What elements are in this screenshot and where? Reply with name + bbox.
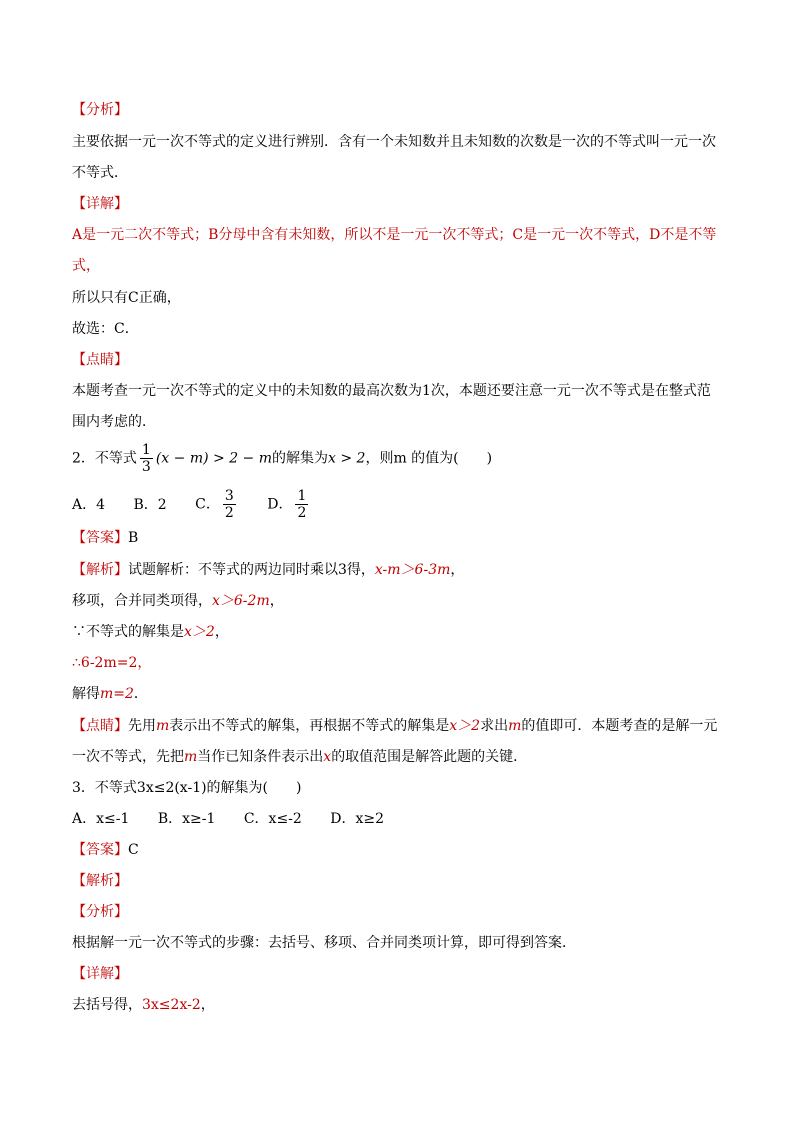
question-2-options [72, 488, 335, 521]
detail-tag: 【详解】 [72, 196, 128, 212]
question-2-comment-1: 【点睛】先用m表示出不等式的解集，再根据不等式的解集是x＞2求出m的值即可．本题考查的是解一元 [72, 718, 718, 734]
fraction-one-third: $\frac{1}{3}$ [141, 442, 151, 475]
question-2-answer: 【答案】B [72, 530, 139, 546]
question-3-options [72, 809, 408, 829]
inequality-expression: (x − m) > 2 − m [155, 450, 273, 467]
question-2-solution-4: ∴6-2m=2， [72, 655, 152, 671]
question-2-solution-3: ∵不等式的解集是x＞2， [72, 624, 229, 640]
option-a: A．x≤-1 [72, 811, 130, 827]
detail-text-1: A是一元二次不等式；B分母中含有未知数，所以不是一元一次不等式；C是一元一次不等式，D不是不等 [72, 227, 717, 243]
option-a: A．4 [72, 496, 106, 513]
analysis-text-2: 不等式． [72, 165, 128, 181]
detail-text-4: 故选：C． [72, 321, 139, 337]
question-2-solution-2: 移项，合并同类项得，x＞6-2m， [72, 593, 284, 609]
option-c: C．x≤-2 [243, 811, 302, 827]
question-3-analysis-tag: 【分析】 [72, 904, 128, 920]
option-d: D．x≥2 [330, 811, 385, 827]
analysis-tag: 【分析】 [72, 102, 128, 118]
detail-text-3: 所以只有C正确， [72, 290, 181, 306]
analysis-text-1: 主要依据一元一次不等式的定义进行辨别．含有一个未知数并且未知数的次数是一次的不等式叫一元一次 [72, 134, 716, 150]
question-3-detail-tag: 【详解】 [72, 966, 128, 982]
question-3-answer: 【答案】C [72, 842, 139, 858]
detail-text-2: 式， [72, 258, 100, 274]
question-2-comment-2: 一次不等式，先把m当作已知条件表示出x的取值范围是解答此题的关键． [72, 749, 528, 765]
option-d: D． $\frac{1}{2}$ [267, 488, 307, 521]
question-3-stem: 3．不等式3x≤2(x-1)的解集为( ) [72, 780, 302, 796]
option-b: B．2 [133, 496, 167, 513]
comment-text-1: 本题考查一元一次不等式的定义中的未知数的最高次数为1次，本题还要注意一元一次不等式是在整式范 [72, 383, 711, 399]
question-2-solution-5: 解得m=2． [72, 686, 148, 702]
option-b: B．x≥-1 [157, 811, 216, 827]
solution-set: x > 2 [328, 450, 366, 467]
comment-text-2: 围内考虑的． [72, 414, 156, 430]
question-2-stem: 2．不等式 $\frac{1}{3}$ (x − m) > 2 − m的解集为x > 2，则m 的值为( ) [72, 442, 493, 475]
question-3-analysis-text: 根据解一元一次不等式的步骤：去括号、移项、合并同类项计算，即可得到答案． [72, 935, 576, 951]
question-3-detail-text: 去括号得，3x≤2x-2， [72, 997, 215, 1013]
question-2-solution-1: 【解析】试题解析：不等式的两边同时乘以3得，x-m＞6-3m， [72, 562, 465, 578]
question-3-solution-tag: 【解析】 [72, 873, 128, 889]
option-c: C． $\frac{3}{2}$ [195, 488, 234, 521]
comment-tag: 【点睛】 [72, 352, 128, 368]
